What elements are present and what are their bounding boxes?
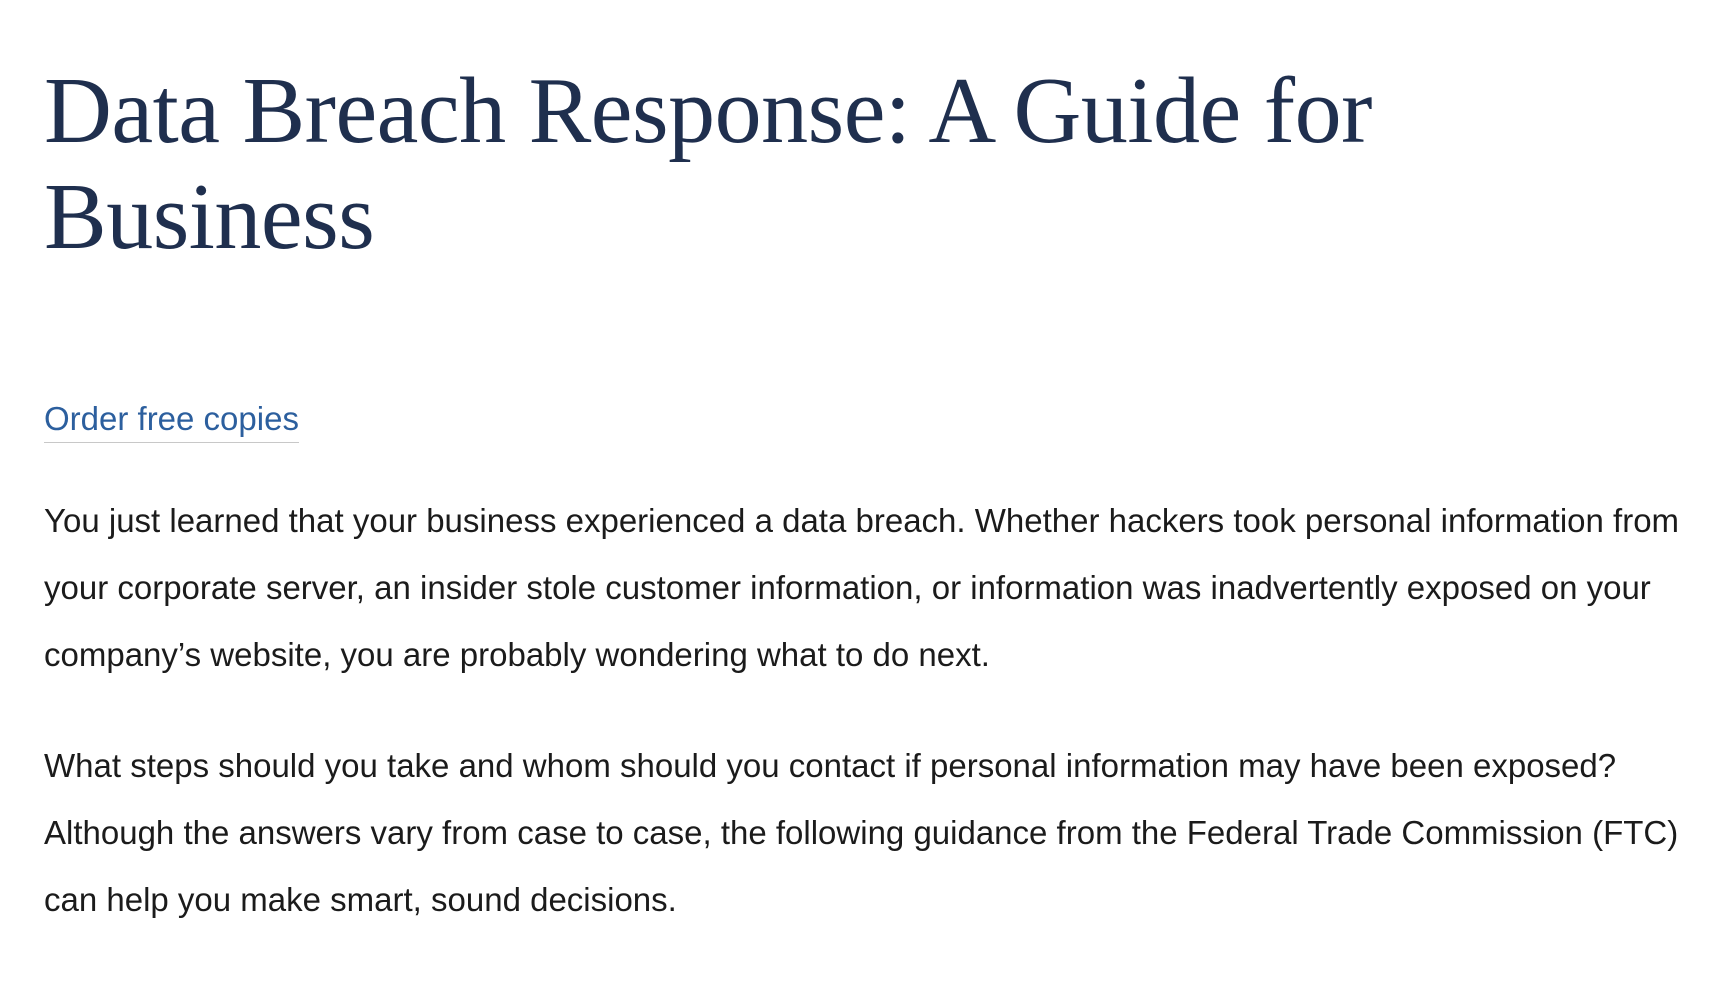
guidance-paragraph: What steps should you take and whom should you contact if personal information may have been exposed? Although the answers vary from case to case, the following guidance from the Federal Trade Commission (FTC) can help you make smart, sound decisions. xyxy=(44,747,1679,918)
page-title: Data Breach Response: A Guide for Business xyxy=(44,59,1372,269)
intro-paragraph: You just learned that your business experienced a data breach. Whether hackers took personal information from your corporate server, an insider stole customer information, or information was inadvertently exposed on your company’s website, you are probably wondering what to do next. xyxy=(44,502,1680,673)
article xyxy=(44,0,1684,933)
order-free-copies-link[interactable]: Order free copies xyxy=(44,398,299,443)
